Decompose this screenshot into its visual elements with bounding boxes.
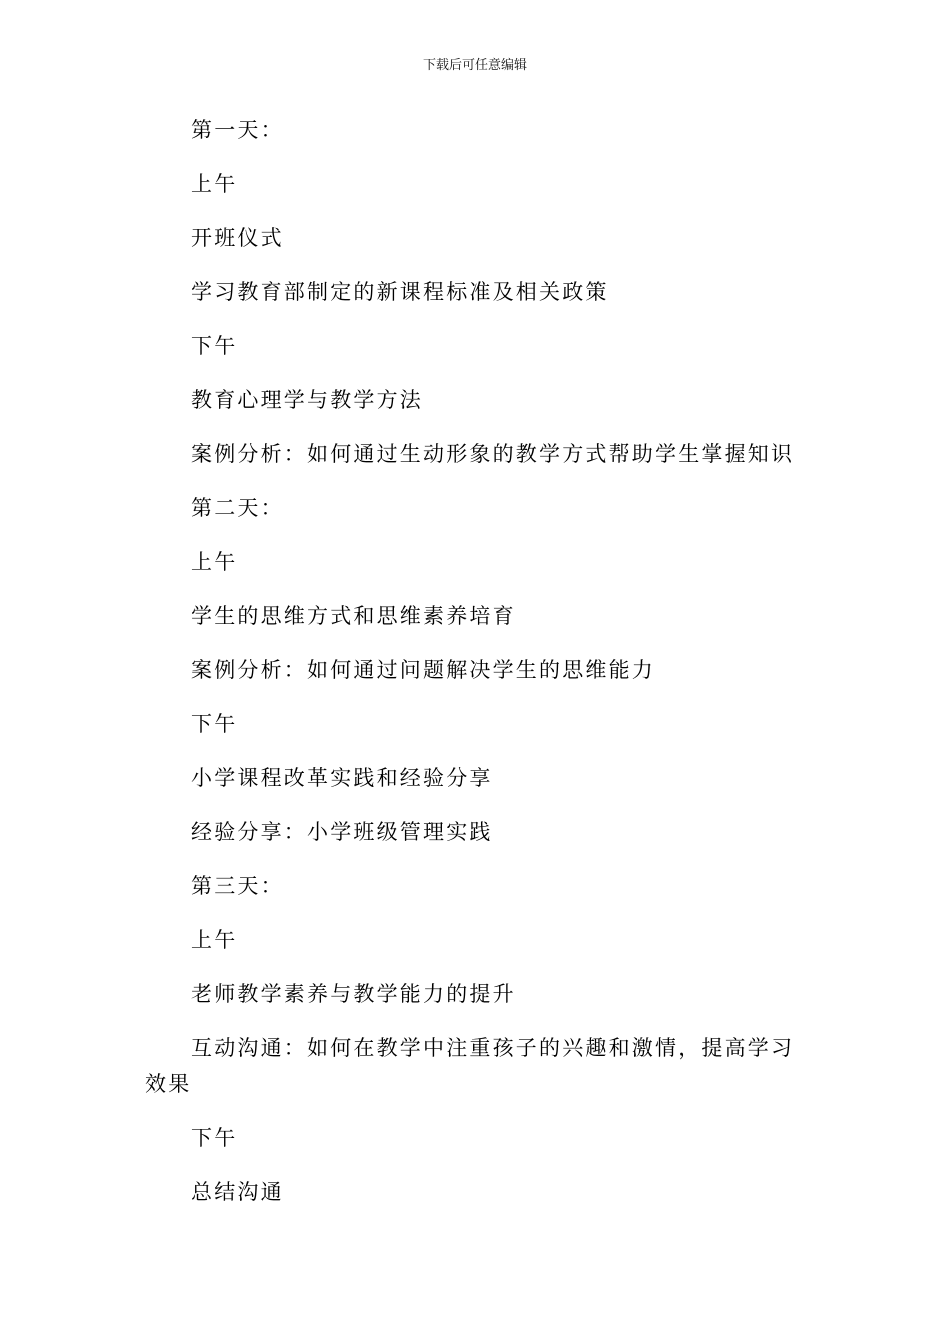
agenda-item: 开班仪式	[191, 226, 284, 250]
agenda-item: 小学课程改革实践和经验分享	[191, 766, 493, 790]
agenda-item: 学习教育部制定的新课程标准及相关政策	[191, 280, 609, 304]
session-label: 下午	[191, 334, 238, 358]
day-heading: 第二天：	[191, 496, 284, 520]
day-heading: 第一天：	[191, 118, 284, 142]
session-label: 下午	[191, 1126, 238, 1150]
document-body	[145, 112, 800, 1228]
agenda-item: 案例分析：如何通过问题解决学生的思维能力	[191, 658, 655, 682]
agenda-item: 互动沟通：如何在教学中注重孩子的兴趣和激情，提高学习效果	[145, 1036, 795, 1096]
agenda-item: 教育心理学与教学方法	[191, 388, 423, 412]
agenda-item: 案例分析：如何通过生动形象的教学方式帮助学生掌握知识	[191, 442, 795, 466]
session-label: 上午	[191, 550, 238, 574]
agenda-item: 老师教学素养与教学能力的提升	[191, 982, 516, 1006]
session-label: 下午	[191, 712, 238, 736]
page-header: 下载后可任意编辑	[422, 58, 527, 73]
session-label: 上午	[191, 172, 238, 196]
agenda-item: 总结沟通	[191, 1180, 284, 1204]
agenda-item: 学生的思维方式和思维素养培育	[191, 604, 516, 628]
session-label: 上午	[191, 928, 238, 952]
agenda-item: 经验分享：小学班级管理实践	[191, 820, 493, 844]
day-heading: 第三天：	[191, 874, 284, 898]
